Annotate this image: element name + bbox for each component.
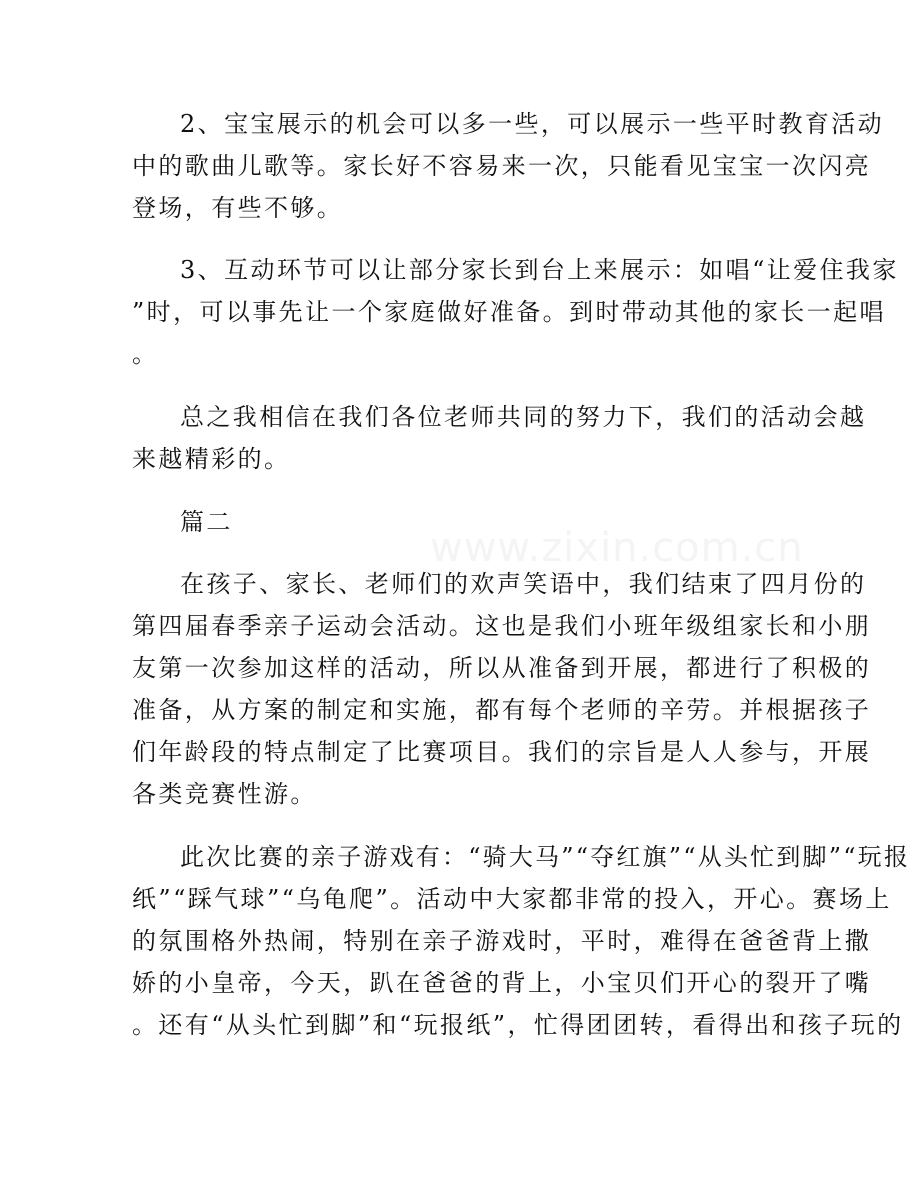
text-line: 们年龄段的特点制定了比赛项目。我们的宗旨是人人参与，开展 bbox=[132, 738, 872, 766]
text-line: 纸”“踩气球”“乌龟爬”。活动中大家都非常的投入，开心。赛场上 bbox=[132, 885, 892, 913]
heading-text: 篇二 bbox=[180, 508, 233, 536]
text-line: 。 bbox=[132, 340, 159, 368]
text-line: 的氛围格外热闹，特别在亲子游戏时，平时，难得在爸爸背上撒 bbox=[132, 927, 872, 955]
text-line: 第四届春季亲子运动会活动。这也是我们小班年级组家长和小朋 bbox=[132, 612, 872, 640]
text-line: 登场，有些不够。 bbox=[132, 194, 344, 222]
text-line: 来越精彩的。 bbox=[132, 445, 291, 473]
text-line: 此次比赛的亲子游戏有：“骑大马”“夺红旗”“从头忙到脚”“玩报 bbox=[180, 843, 911, 871]
watermark: www.zixin.com.cn bbox=[430, 525, 804, 571]
text-line: 2、宝宝展示的机会可以多一些，可以展示一些平时教育活动 bbox=[180, 110, 885, 138]
text-line: 总之我相信在我们各位老师共同的努力下，我们的活动会越 bbox=[180, 403, 867, 431]
text-line: ”时，可以事先让一个家庭做好准备。到时带动其他的家长一起唱 bbox=[132, 298, 886, 326]
text-line: 。还有“从头忙到脚”和“玩报纸”，忙得团团转，看得出和孩子玩的 bbox=[132, 1011, 904, 1039]
text-line: 各类竞赛性游。 bbox=[132, 780, 317, 808]
text-line: 在孩子、家长、老师们的欢声笑语中，我们结束了四月份的 bbox=[180, 570, 867, 598]
text-line: 友第一次参加这样的活动，所以从准备到开展，都进行了积极的 bbox=[132, 654, 872, 682]
text-line: 3、互动环节可以让部分家长到台上来展示：如唱“让爱住我家 bbox=[180, 256, 899, 284]
text-line: 娇的小皇帝，今天，趴在爸爸的背上，小宝贝们开心的裂开了嘴 bbox=[132, 969, 872, 997]
text-line: 准备，从方案的制定和实施，都有每个老师的辛劳。并根据孩子 bbox=[132, 696, 872, 724]
text-line: 中的歌曲儿歌等。家长好不容易来一次，只能看见宝宝一次闪亮 bbox=[132, 152, 872, 180]
